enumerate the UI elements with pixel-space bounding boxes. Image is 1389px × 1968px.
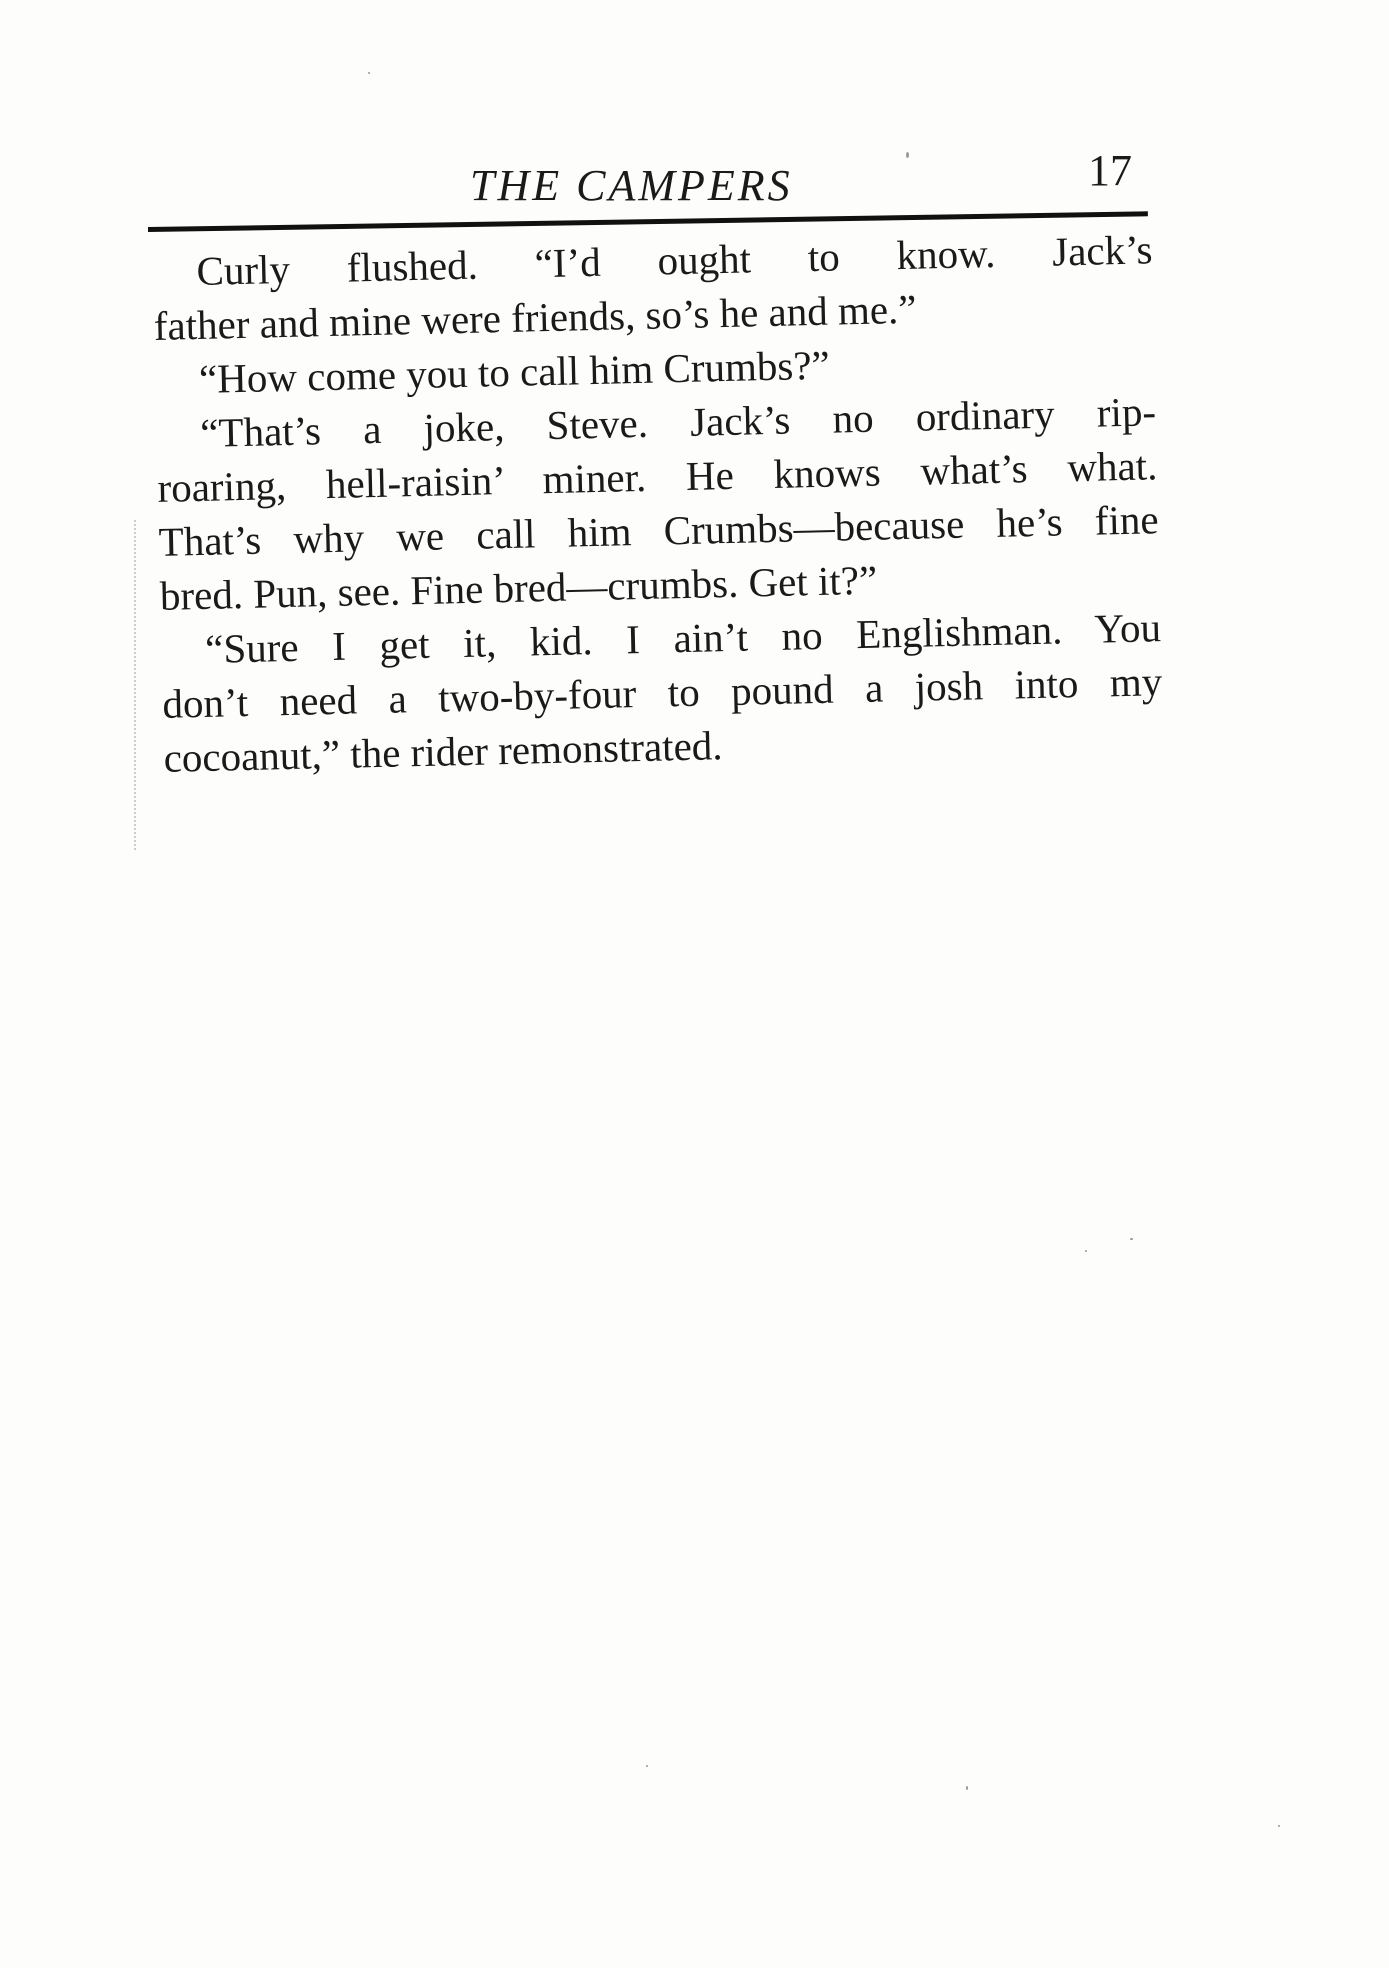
text-line: don’t need a two-by-four to pound a josh into my — [161, 658, 1163, 727]
scan-speck — [646, 1765, 648, 1767]
text-line: cocoanut,” the rider remonstrated. — [163, 722, 723, 781]
page-number: 17 — [1088, 146, 1132, 195]
scan-speck — [1278, 1825, 1280, 1827]
body-text — [152, 222, 1164, 785]
text-line: “That’s a joke, Steve. Jack’s no ordinary rip- — [199, 388, 1157, 456]
margin-scan-noise — [134, 520, 140, 850]
scan-speck — [906, 152, 909, 158]
scan-speck — [1085, 1250, 1087, 1252]
running-head-title: THE CAMPERS — [470, 161, 793, 210]
text-line: “Sure I get it, kid. I ain’t no Englishman. You — [204, 604, 1162, 672]
text-line: roaring, hell-raisin’ miner. He knows what’s what. — [156, 442, 1158, 511]
text-line: That’s why we call him Crumbs—because he’s fine — [158, 496, 1160, 565]
text-line: “How come you to call him Crumbs?” — [198, 341, 831, 402]
text-line: Curly flushed. “I’d ought to know. Jack’s — [196, 226, 1153, 294]
text-line: father and mine were friends, so’s he and me.” — [153, 285, 917, 349]
scan-speck — [368, 72, 370, 74]
scan-speck — [966, 1786, 968, 1790]
scan-speck — [1130, 1238, 1133, 1240]
text-line: bred. Pun, see. Fine bred—crumbs. Get it?” — [159, 556, 878, 619]
